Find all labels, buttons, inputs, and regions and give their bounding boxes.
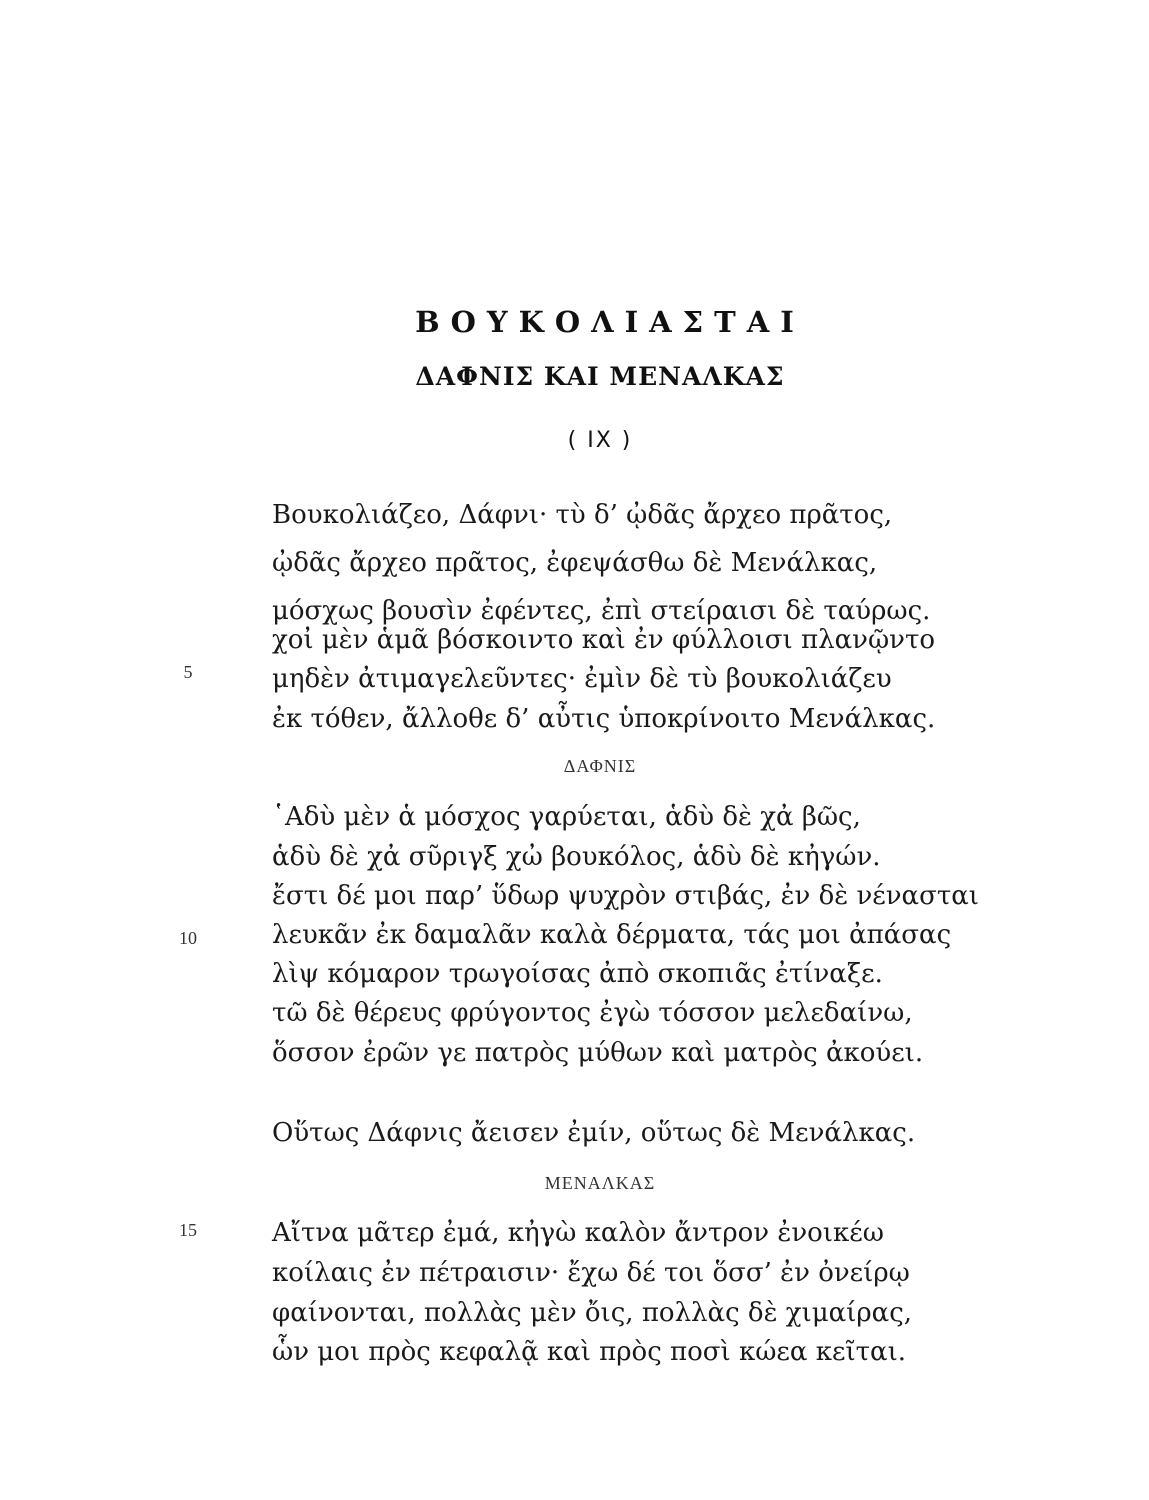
verse-line: φαίνονται, πολλὰς μὲν ὄις, πολλὰς δὲ χιμαίρας,	[272, 1298, 913, 1328]
verse-line: Οὕτως Δάφνις ἄεισεν ἐμίν, οὕτως δὲ Μενάλκας.	[272, 1118, 916, 1148]
verse-line: χοἰ μὲν ἁμᾶ βόσκοιντο καὶ ἐν φύλλοισι πλανῷντο	[272, 625, 935, 655]
verse-line: Βουκολιάζεο, Δάφνι· τὺ δ’ ᾠδᾶς ἄρχεο πρᾶτος,	[272, 500, 893, 530]
speaker-label: ΔΑΦΝΙΣ	[563, 756, 637, 776]
verse-line: μόσχως βουσὶν ἐφέντες, ἐπὶ στείραισι δὲ ταύρως.	[272, 596, 931, 626]
poem-subtitle: ΔΑΦΝΙΣ ΚΑΙ ΜΕΝΑΛΚΑΣ	[415, 362, 785, 391]
verse-line: ἁδὺ δὲ χἀ σῦριγξ χὠ βουκόλος, ἁδὺ δὲ κἠγών.	[272, 842, 881, 872]
verse-line: ὧν μοι πρὸς κεφαλᾷ καὶ πρὸς ποσὶ κώεα κεῖται.	[272, 1337, 907, 1367]
verse-line: ῾Αδὺ μὲν ἁ μόσχος γαρύεται, ἁδὺ δὲ χἀ βῶς,	[272, 802, 861, 832]
verse-line: μηδὲν ἀτιμαγελεῦντες· ἐμὶν δὲ τὺ βουκολιάζευ	[272, 664, 892, 694]
verse-line: τῶ δὲ θέρευς φρύγοντος ἐγὼ τόσσον μελεδαίνω,	[272, 998, 913, 1028]
line-number: 10	[179, 928, 197, 948]
verse-line: ἔστι δέ μοι παρ’ ὕδωρ ψυχρὸν στιβάς, ἐν δὲ νένασται	[272, 881, 979, 911]
line-number: 5	[183, 662, 193, 682]
verse-line: ὅσσον ἐρῶν γε πατρὸς μύθων καὶ ματρὸς ἀκούει.	[272, 1038, 924, 1068]
line-number: 15	[179, 1220, 197, 1240]
verse-line: ᾠδᾶς ἄρχεο πρᾶτος, ἐφεψάσθω δὲ Μενάλκας,	[272, 548, 878, 578]
verse-line: ἐκ τόθεν, ἄλλοθε δ’ αὖτις ὑποκρίνοιτο Μενάλκας.	[272, 704, 936, 734]
verse-line: κοίλαις ἐν πέτραισιν· ἔχω δέ τοι ὅσσ’ ἐν ὀνείρῳ	[272, 1258, 910, 1288]
verse-line: λὶψ κόμαρον τρωγοίσας ἀπὸ σκοπιᾶς ἐτίναξε.	[272, 959, 883, 989]
poem-number: ( IX )	[567, 428, 633, 453]
poem-title: ΒΟΥΚΟΛΙΑΣΤΑΙ	[415, 305, 805, 339]
verse-line: Αἴτνα μᾶτερ ἐμά, κἠγὼ καλὸν ἄντρον ἐνοικέω	[272, 1218, 884, 1248]
verse-line: λευκᾶν ἐκ δαμαλᾶν καλὰ δέρματα, τάς μοι ἀπάσας	[272, 920, 952, 950]
speaker-label: ΜΕΝΑΛΚΑΣ	[544, 1173, 656, 1193]
